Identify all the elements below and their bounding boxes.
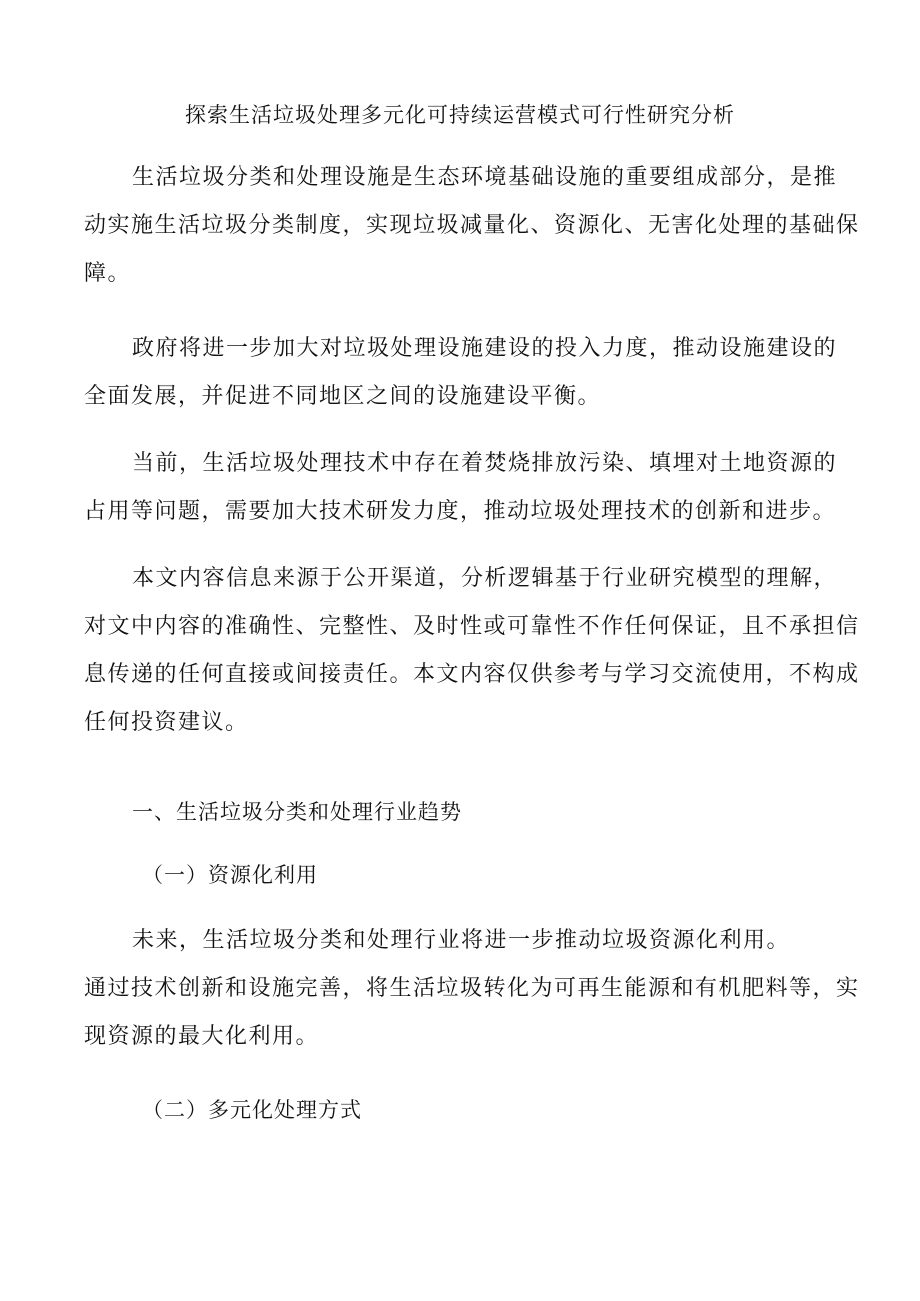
- paragraph-line: 全面发展，并促进不同地区之间的设施建设平衡。: [84, 384, 602, 409]
- paragraph-line: 动实施生活垃圾分类制度，实现垃圾减量化、资源化、无害化处理的基础保: [84, 213, 860, 238]
- subsection-heading: （二）多元化处理方式: [142, 1098, 362, 1122]
- paragraph-line: 占用等问题，需要加大技术研发力度，推动垃圾处理技术的创新和进步。: [84, 499, 837, 524]
- paragraph-line: 生活垃圾分类和处理设施是生态环境基础设施的重要组成部分，是推: [132, 165, 838, 190]
- paragraph-line: 障。: [84, 261, 132, 286]
- paragraph-disclaimer: [84, 555, 860, 747]
- subsection-heading: （一）资源化利用: [142, 863, 318, 887]
- document-title: 探索生活垃圾处理多元化可持续运营模式可行性研究分析: [185, 103, 735, 127]
- paragraph-line: 任何投资建议。: [84, 710, 249, 735]
- paragraph-current-issues: [84, 440, 836, 536]
- paragraph-resource-utilization: [84, 917, 860, 1061]
- paragraph-line: 本文内容信息来源于公开渠道，分析逻辑基于行业研究模型的理解，: [132, 566, 838, 591]
- paragraph-line: 息传递的任何直接或间接责任。本文内容仅供参考与学习交流使用，不构成: [84, 662, 860, 687]
- paragraph-line: 对文中内容的准确性、完整性、及时性或可靠性不作任何保证，且不承担信: [84, 614, 860, 639]
- paragraph-line: 政府将进一步加大对垃圾处理设施建设的投入力度，推动设施建设的: [132, 336, 838, 361]
- paragraph-government: [84, 325, 836, 421]
- paragraph-line: 当前，生活垃圾处理技术中存在着焚烧排放污染、填埋对土地资源的: [132, 451, 838, 476]
- paragraph-line: 未来，生活垃圾分类和处理行业将进一步推动垃圾资源化利用。: [132, 928, 791, 953]
- section-heading: 一、生活垃圾分类和处理行业趋势: [132, 800, 462, 824]
- paragraph-line: 通过技术创新和设施完善，将生活垃圾转化为可再生能源和有机肥料等，实: [84, 976, 860, 1001]
- paragraph-line: 现资源的最大化利用。: [84, 1024, 320, 1049]
- paragraph-intro: [84, 154, 860, 298]
